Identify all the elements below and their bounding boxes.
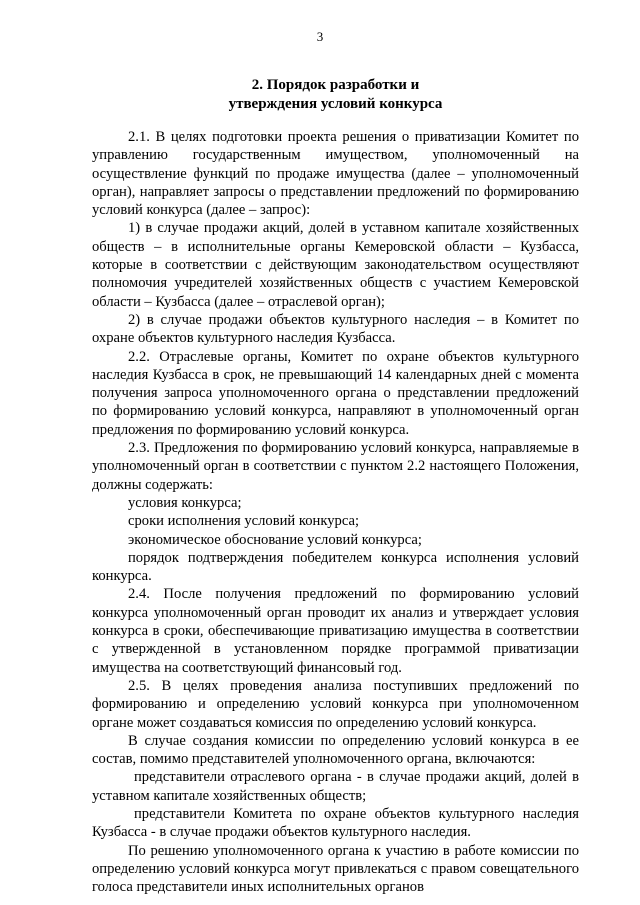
paragraph-requirement-3: экономическое обоснование условий конкурса; (128, 531, 422, 548)
paragraph-2-1: 2.1. В целях подготовки проекта решения о приватизации Комитет по управлению государственным имуществом, уполномоченный на осуществление функций по продаже имущества (далее – уполномоченный орган), направляет запросы о представлении предложений по формированию условий конкурса (далее – запрос): (92, 129, 579, 219)
paragraph-commission-member-2: представители Комитета по охране объектов культурного наследия Кузбасса - в случае продажи объектов культурного наследия. (92, 805, 579, 841)
paragraph-list-item-1: 1) в случае продажи акций, долей в уставном капитале хозяйственных обществ – в исполнительные органы Кемеровской области – Кузбасса, которые в соответствии с действующим законодательством осуществляют полномочия учредителей хозяйственных обществ с участием Кемеровской области – Кузбасса (далее – отраслевой орган); (92, 220, 579, 310)
paragraph-commission-invitees: По решению уполномоченного органа к участию в работе комиссии по определению условий конкурса могут привлекаться с правом совещательного голоса представители иных исполнительных органов (92, 842, 579, 896)
paragraph-2-4: 2.4. После получения предложений по формированию условий конкурса уполномоченный орган проводит их анализ и утверждает условия конкурса в сроки, обеспечивающие приватизацию имущества в соответствии с утвержденной в установленном порядке программой приватизации имущества на соответствующий финансовый год. (92, 586, 579, 676)
paragraph-list-item-2: 2) в случае продажи объектов культурного наследия – в Комитет по охране объектов культурного наследия Кузбасса. (92, 311, 579, 347)
paragraph-requirement-2: сроки исполнения условий конкурса; (128, 513, 360, 530)
page-number: 3 (316, 29, 324, 44)
paragraph-requirement-1: условия конкурса; (128, 494, 242, 511)
paragraph-2-2: 2.2. Отраслевые органы, Комитет по охране объектов культурного наследия Кузбасса в срок, не превышающий 14 календарных дней с момента получения запроса уполномоченного органа о представлении предложений по формированию условий конкурса, направляют в уполномоченный орган предложения по формированию условий конкурса. (92, 348, 579, 438)
paragraph-2-3: 2.3. Предложения по формированию условий конкурса, направляемые в уполномоченный орган в соответствии с пунктом 2.2 настоящего Положения, должны содержать: (92, 440, 579, 493)
paragraph-commission-member-1: представители отраслевого органа - в случае продажи акций, долей в уставном капитале хозяйственных обществ; (92, 769, 579, 804)
paragraph-requirement-4: порядок подтверждения победителем конкурса исполнения условий конкурса. (92, 549, 579, 585)
section-heading-line-2: утверждения условий конкурса (228, 96, 443, 112)
section-heading-line-1: 2. Порядок разработки и (251, 77, 420, 93)
paragraph-commission-composition: В случае создания комиссии по определению условий конкурса в ее состав, помимо представителей уполномоченного органа, включаются: (92, 732, 579, 768)
document-body (92, 128, 579, 896)
paragraph-2-5: 2.5. В целях проведения анализа поступивших предложений по формированию и определению условий конкурса при уполномоченном органе может создаваться комиссия по определению условий конкурса. (92, 677, 579, 731)
section-heading (92, 76, 579, 114)
